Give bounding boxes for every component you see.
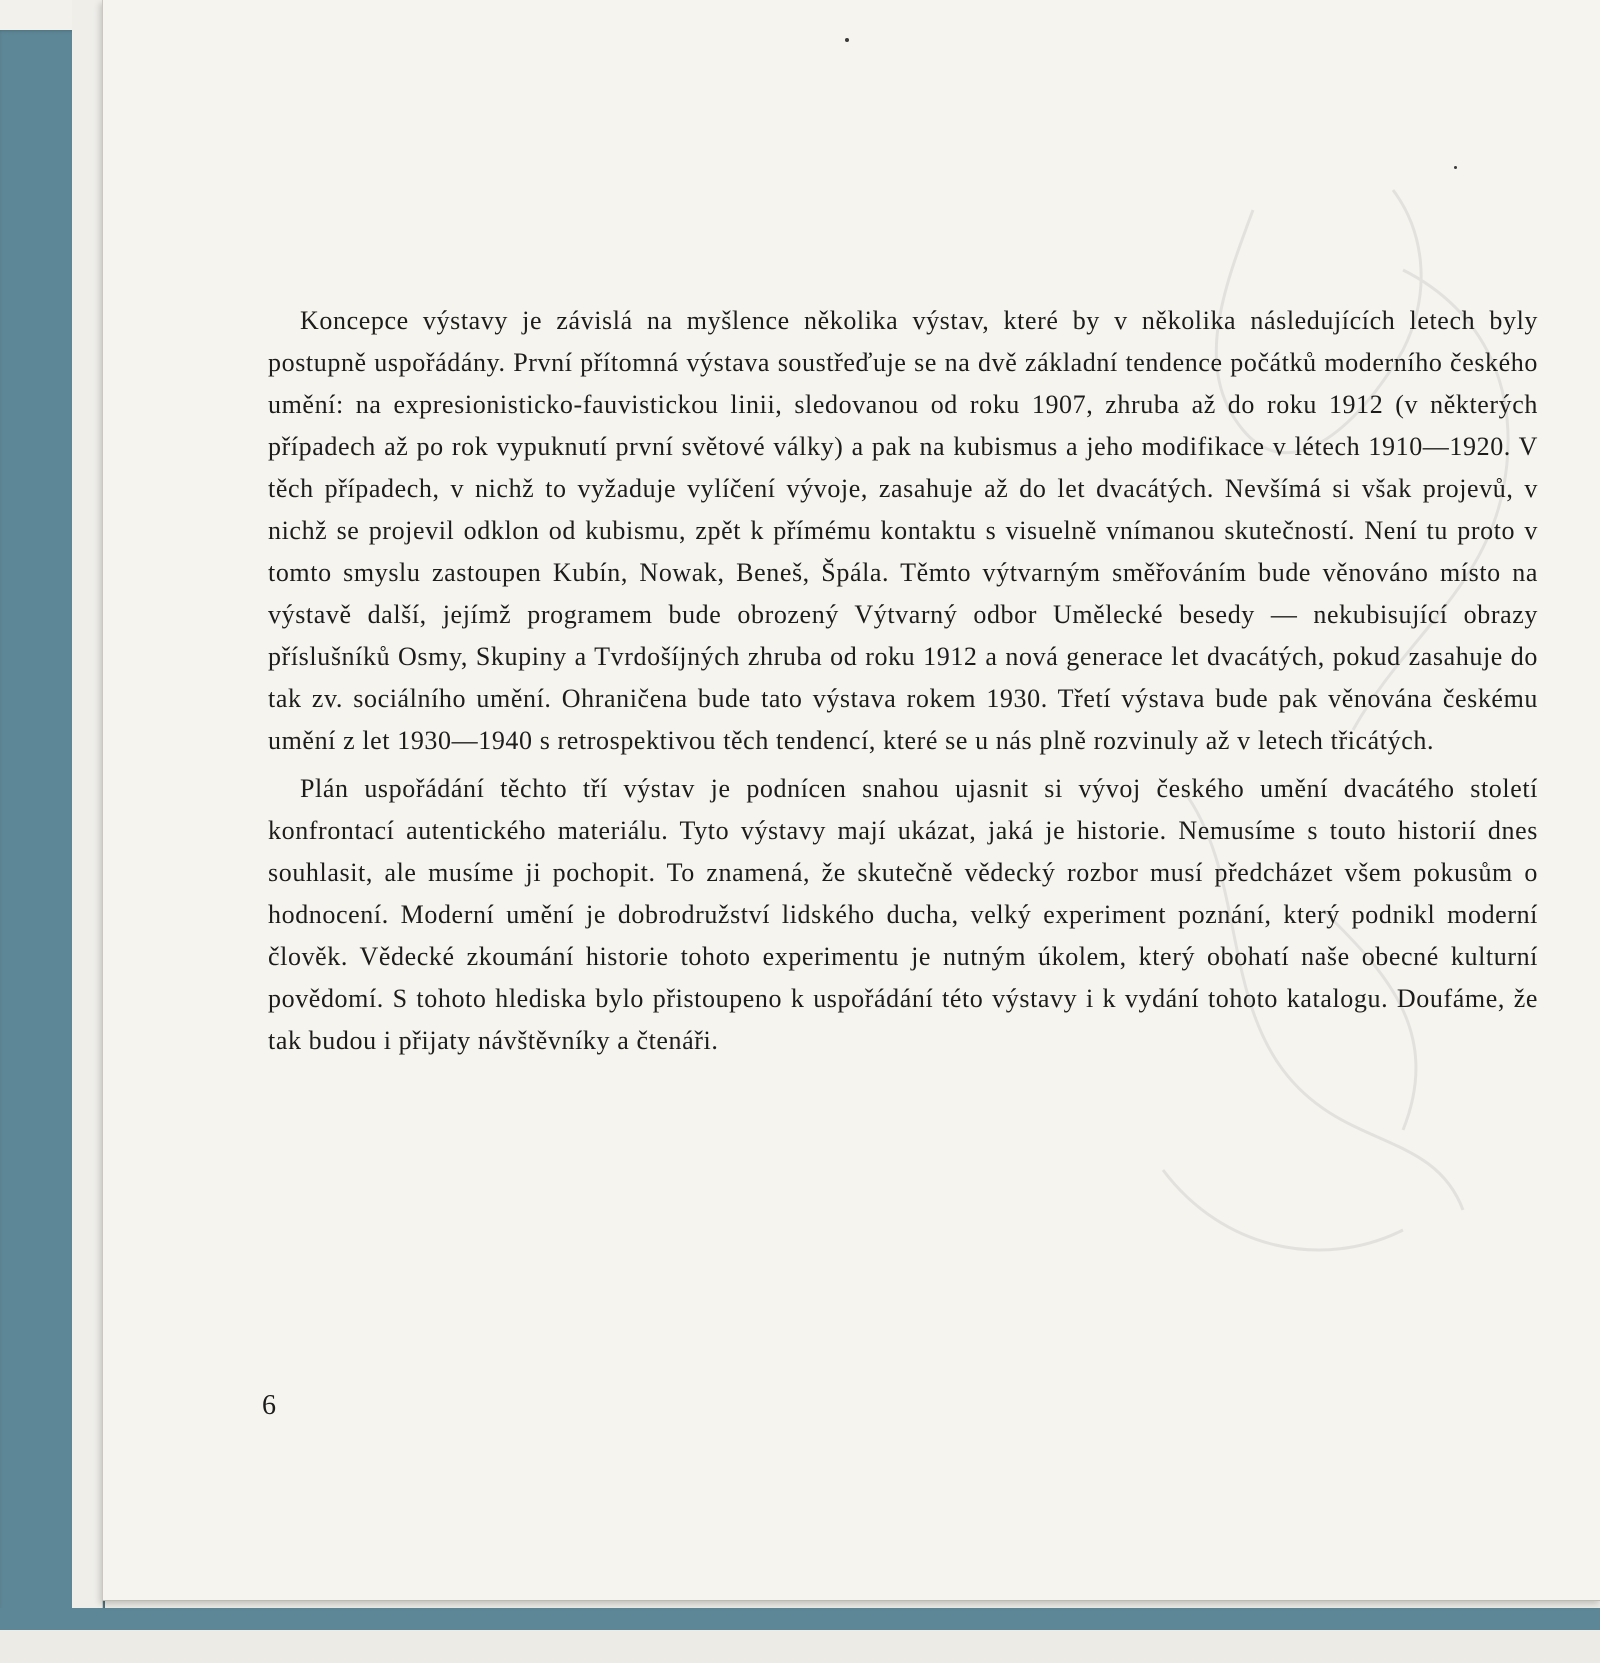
paper-speck [1454, 166, 1457, 169]
paper-speck [845, 38, 849, 42]
main-text [268, 300, 1538, 1062]
paragraph-concept: Koncepce výstavy je závislá na myšlence několika výstav, které by v několika následujících letech byly postupně uspořádány. První přítomná výstava soustřeďuje se na dvě základní tendence počátků moderního českého umění: na expresionisticko-fauvistickou linii, sledovanou od roku 1907, zhruba až do roku 1912 (v některých případech až po rok vypuknutí první světové války) a pak na kubismus a jeho modifikace v létech 1910—1920. V těch případech, v nichž to vyžaduje vylíčení vývoje, zasahuje až do let dvacátých. Nevšímá si však projevů, v nichž se projevil odklon od kubismu, zpět k přímému kontaktu s visuelně vnímanou skutečností. Není tu proto v tomto smyslu zastoupen Kubín, Nowak, Beneš, Špála. Těmto výtvarným směřováním bude věnováno místo na výstavě další, jejímž programem bude obrozený Výtvarný odbor Umělecké besedy — nekubisující obrazy příslušníků Osmy, Skupiny a Tvrdošíjných zhruba od roku 1912 a nová generace let dvacátých, pokud zasahuje do tak zv. sociálního umění. Ohraničena bude tato výstava rokem 1930. Třetí výstava bude pak věnována českému umění z let 1930—1940 s retrospektivou těch tendencí, které se u nás plně rozvinuly až v letech třicátých. [268, 306, 1538, 755]
page-number: 6 [262, 1390, 276, 1421]
underlying-page-edge [72, 0, 103, 1608]
book-cover-bottom-edge [0, 1608, 1600, 1630]
paragraph-plan: Plán uspořádání těchto tří výstav je podnícen snahou ujasnit si vývoj českého umění dvacátého století konfrontací autentického materiálu. Tyto výstavy mají ukázat, jaká je historie. Nemusíme s touto historií dnes souhlasit, ale musíme ji pochopit. To znamená, že skutečně vědecký rozbor musí předcházet všem pokusům o hodnocení. Moderní umění je dobrodružství lidského ducha, velký experiment poznání, který podnikl moderní člověk. Vědecké zkoumání historie tohoto experimentu je nutným úkolem, který obohatí naše obecné kulturní povědomí. S tohoto hlediska bylo přistoupeno k uspořádání této výstavy i k vydání tohoto katalogu. Doufáme, že tak budou i přijaty návštěvníky a čtenáři. [268, 774, 1538, 1055]
